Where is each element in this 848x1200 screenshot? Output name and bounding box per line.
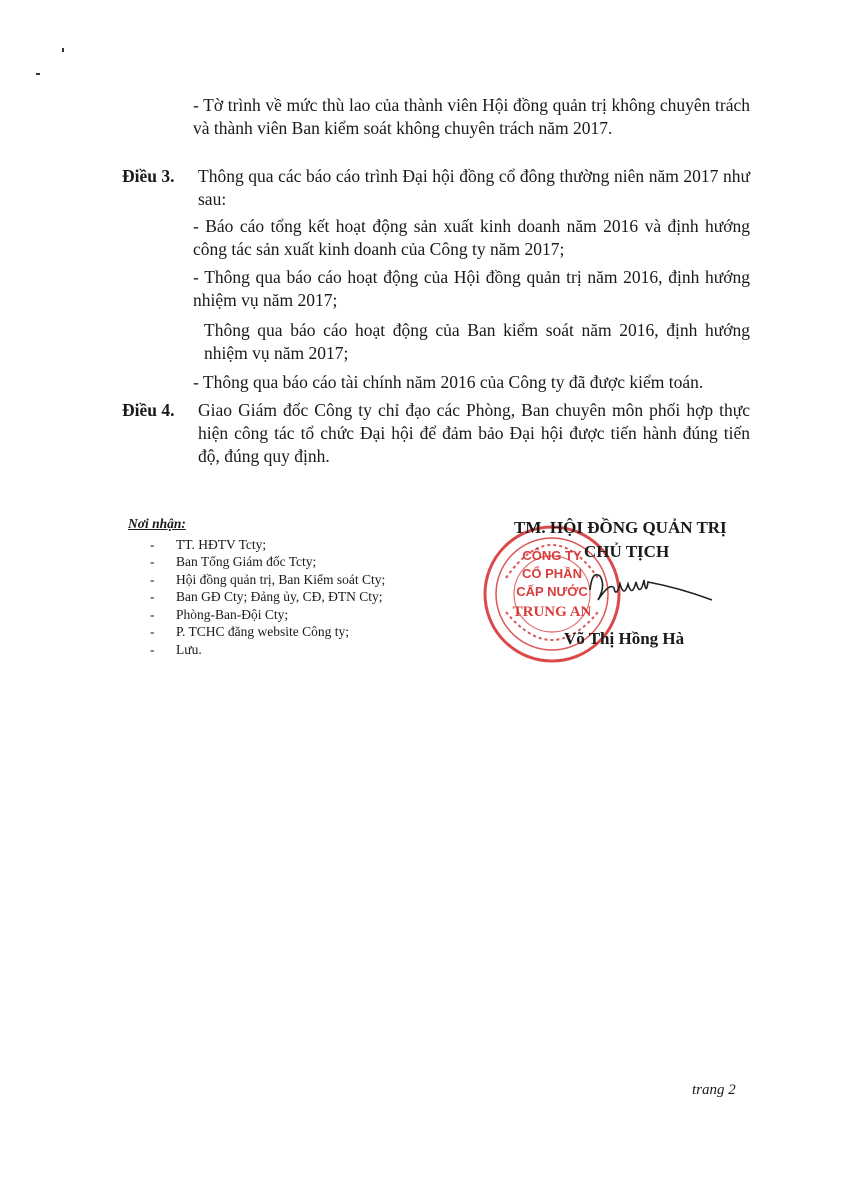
recipient-item: - Ban Tổng Giám đốc Tcty;	[150, 554, 317, 569]
recipients-list	[128, 536, 385, 659]
recipient-text: TT. HĐTV Tcty;	[176, 536, 267, 552]
stamp-text: TRUNG AN	[512, 604, 592, 620]
article2-continuation: - Tờ trình về mức thù lao của thành viên Hội đồng quản trị không chuyên trách và thành viên Ban kiểm soát không chuyên trách năm 2017.	[193, 95, 750, 138]
article3-item: - Thông qua báo cáo hoạt động của Hội đồng quản trị năm 2016, định hướng nhiệm vụ năm 2017;	[193, 267, 750, 310]
scan-speck	[36, 73, 40, 75]
signature-title: TM. HỘI ĐỒNG QUẢN TRỊ	[514, 518, 727, 537]
article4-text: Giao Giám đốc Công ty chỉ đạo các Phòng, Ban chuyên môn phối hợp thực hiện công tác tổ chức Đại hội để đảm bảo Đại hội được tiến hành đúng tiến độ, đúng quy định.	[198, 400, 750, 466]
signer-name: Võ Thị Hồng Hà	[564, 629, 685, 648]
article3-item-text: Thông qua báo cáo hoạt động của Ban kiểm soát năm 2016, định hướng nhiệm vụ năm 2017;	[204, 320, 750, 363]
article3-item: - Báo cáo tổng kết hoạt động sản xuất kinh doanh năm 2016 và định hướng công tác sản xuất kinh doanh của Công ty năm 2017;	[193, 216, 750, 259]
recipients-block	[128, 515, 385, 658]
stamp-text: CỔ PHẦN	[522, 566, 582, 581]
article3-item: - Thông qua báo cáo tài chính năm 2016 của Công ty đã được kiểm toán.	[193, 372, 704, 392]
signature-block	[480, 518, 780, 668]
recipient-text: Ban GĐ Cty; Đảng ủy, CĐ, ĐTN Cty;	[176, 589, 383, 604]
article3-label: Điều 3.	[122, 166, 175, 186]
article4-label: Điều 4.	[122, 400, 175, 420]
article3-intro: Thông qua các báo cáo trình Đại hội đồng cổ đông thường niên năm 2017 như sau:	[198, 166, 750, 209]
recipient-text: Phòng-Ban-Đội Cty;	[176, 606, 289, 622]
recipient-text: Ban Tổng Giám đốc Tcty;	[176, 554, 317, 569]
stamp-text: CÔNG TY	[522, 548, 582, 563]
recipient-text: P. TCHC đăng website Công ty;	[176, 624, 350, 639]
recipient-item: - Hội đồng quản trị, Ban Kiểm soát Cty;	[150, 571, 386, 587]
recipient-item: - Phòng-Ban-Đội Cty;	[150, 606, 289, 622]
article3-item	[204, 319, 750, 365]
page-number: trang 2	[692, 1082, 736, 1098]
stamp-text: CẤP NƯỚC	[516, 584, 588, 599]
recipient-item: - Ban GĐ Cty; Đảng ủy, CĐ, ĐTN Cty;	[150, 589, 383, 604]
recipients-heading: Nơi nhận:	[128, 516, 186, 531]
scan-speck	[62, 48, 64, 52]
recipient-text: Hội đồng quản trị, Ban Kiểm soát Cty;	[176, 571, 386, 587]
signature-position: CHỦ TỊCH	[584, 542, 670, 561]
recipient-text: Lưu.	[176, 641, 202, 657]
recipient-item: - P. TCHC đăng website Công ty;	[150, 624, 350, 639]
recipient-item: - TT. HĐTV Tcty;	[150, 536, 267, 552]
recipient-item: - Lưu.	[150, 641, 202, 657]
